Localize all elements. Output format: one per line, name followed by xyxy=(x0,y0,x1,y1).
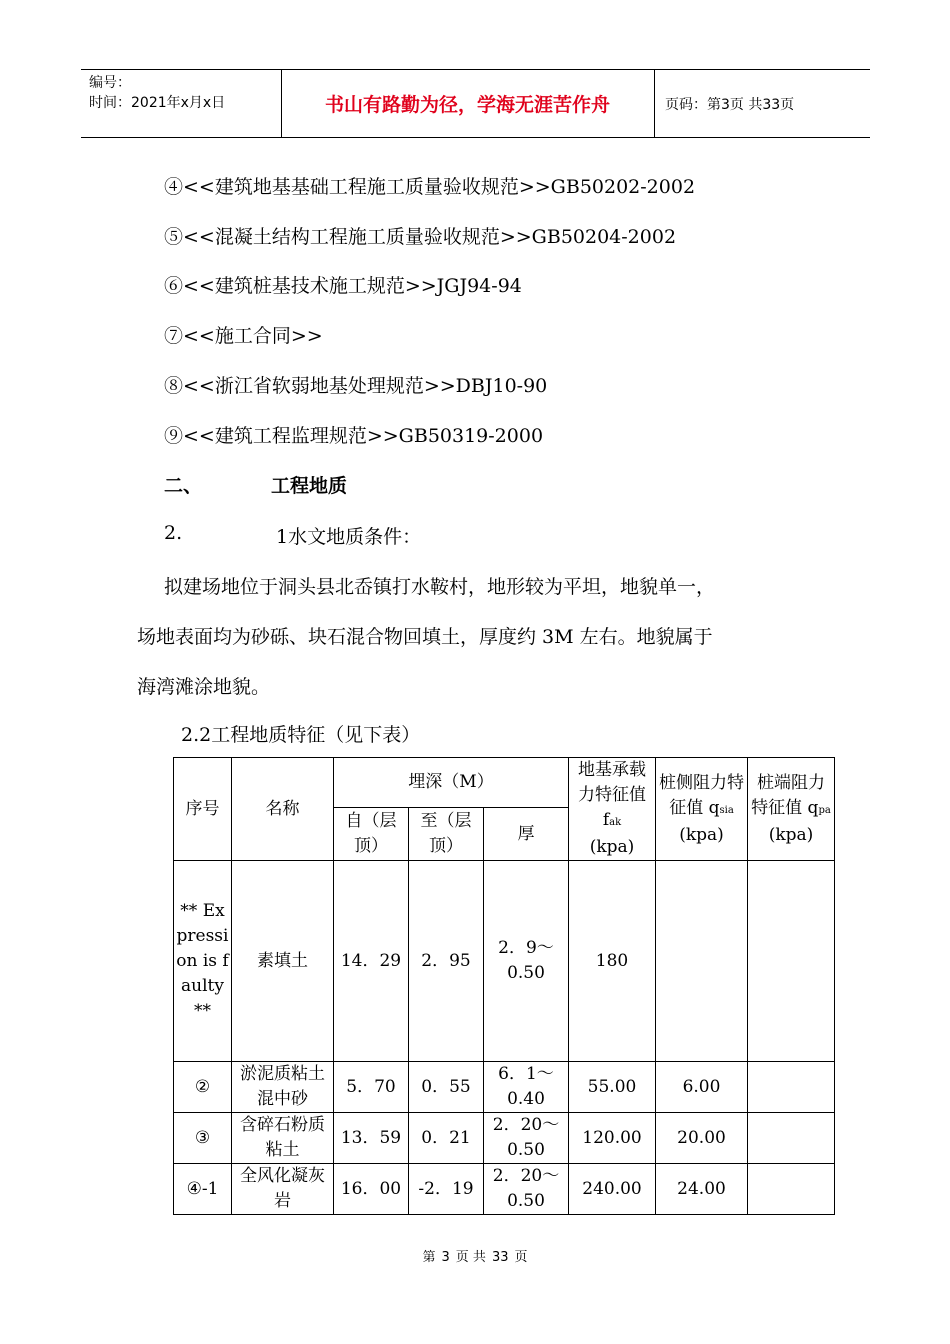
footer-mid: 页 共 xyxy=(455,1250,486,1265)
cell-to: 2．95 xyxy=(409,861,484,1062)
cell-thick: 2．9～0.50 xyxy=(484,861,569,1062)
cell-from: 16．00 xyxy=(334,1164,409,1215)
paragraph-line: 拟建场地位于洞头县北岙镇打水鞍村，地形较为平坦，地貌单一， xyxy=(164,576,716,598)
cell-qsia xyxy=(656,861,748,1062)
cell-from: 13．59 xyxy=(334,1113,409,1164)
header-fak-sub: ak xyxy=(609,817,622,828)
header-fak xyxy=(569,758,656,861)
cell-fak: 55.00 xyxy=(569,1062,656,1113)
cell-seq: ② xyxy=(174,1062,232,1113)
cell-from: 14．29 xyxy=(334,861,409,1062)
header-depth: 埋深（M） xyxy=(334,758,569,808)
header-thick: 厚 xyxy=(484,808,569,861)
header-qpa-unit: (kpa) xyxy=(768,824,814,845)
reference-item: ⑥<<建筑桩基技术施工规范>>JGJ94-94 xyxy=(164,275,522,297)
reference-item: ⑧<<浙江省软弱地基处理规范>>DBJ10-90 xyxy=(164,375,548,397)
cell-name: 素填土 xyxy=(232,861,334,1062)
header-fak-main: 地基承载力特征值 f xyxy=(578,760,646,830)
cell-seq: ④-1 xyxy=(174,1164,232,1215)
cell-to: 0．21 xyxy=(409,1113,484,1164)
cell-seq: ** Expression is faulty ** xyxy=(174,861,232,1062)
header-motto: 书山有路勤为径，学海无涯苦作舟 xyxy=(281,70,655,137)
cell-seq: ③ xyxy=(174,1113,232,1164)
header-from: 自（层顶） xyxy=(334,808,409,861)
header-seq: 序号 xyxy=(174,758,232,861)
cell-qsia: 20.00 xyxy=(656,1113,748,1164)
header-name: 名称 xyxy=(232,758,334,861)
header-meta-cell xyxy=(81,70,282,137)
cell-fak: 240.00 xyxy=(569,1164,656,1215)
subsection-number: 2. xyxy=(164,522,183,544)
cell-from: 5．70 xyxy=(334,1062,409,1113)
cell-name: 全风化凝灰岩 xyxy=(232,1164,334,1215)
header-qsia xyxy=(656,758,748,861)
table-caption: 2.2工程地质特征（见下表） xyxy=(181,724,421,746)
paragraph-line: 海湾滩涂地貌。 xyxy=(137,676,271,698)
cell-to: 0．55 xyxy=(409,1062,484,1113)
reference-item: ⑤<<混凝土结构工程施工质量验收规范>>GB50204-2002 xyxy=(164,226,677,248)
table-header-row xyxy=(174,758,835,808)
footer-suffix: 页 xyxy=(514,1250,528,1265)
header-qsia-main: 桩侧阻力特征值 q xyxy=(659,772,744,818)
table-row xyxy=(174,1113,835,1164)
cell-qpa xyxy=(748,1062,835,1113)
table-row xyxy=(174,1164,835,1215)
geology-table xyxy=(173,757,835,1215)
cell-fak: 120.00 xyxy=(569,1113,656,1164)
cell-name: 淤泥质粘土混中砂 xyxy=(232,1062,334,1113)
subsection-title: 1水文地质条件： xyxy=(276,526,422,548)
cell-name: 含碎石粉质粘土 xyxy=(232,1113,334,1164)
header-qsia-unit: (kpa) xyxy=(679,824,724,845)
cell-qpa xyxy=(748,861,835,1062)
reference-item: ⑦<<施工合同>> xyxy=(164,325,323,347)
document-time-label: 时间：2021年x月x日 xyxy=(89,95,226,111)
header-qpa-sub: pa xyxy=(818,804,831,816)
header-qpa-main: 桩端阻力特征值 q xyxy=(751,772,825,818)
section-title: 工程地质 xyxy=(271,475,348,497)
cell-thick: 6．1～0.40 xyxy=(484,1062,569,1113)
footer-prefix: 第 xyxy=(422,1250,436,1265)
table-row xyxy=(174,1062,835,1113)
header-page-number: 页码：第3页 共33页 xyxy=(665,96,795,113)
header-fak-unit: (kpa) xyxy=(589,837,635,857)
header-qsia-sub: sia xyxy=(719,804,734,816)
document-number-label: 编号： xyxy=(89,75,131,91)
reference-item: ⑨<<建筑工程监理规范>>GB50319-2000 xyxy=(164,425,544,447)
footer-total: 33 xyxy=(491,1250,509,1265)
section-number: 二、 xyxy=(164,475,203,497)
reference-item: ④<<建筑地基基础工程施工质量验收规范>>GB50202-2002 xyxy=(164,176,696,198)
cell-qsia: 24.00 xyxy=(656,1164,748,1215)
table-row xyxy=(174,861,835,1062)
page-footer xyxy=(0,1246,950,1265)
cell-qsia: 6.00 xyxy=(656,1062,748,1113)
header-qpa xyxy=(748,758,835,861)
cell-thick: 2．20～0.50 xyxy=(484,1113,569,1164)
paragraph-line: 场地表面均为砂砾、块石混合物回填土，厚度约 3M 左右。地貌属于 xyxy=(137,626,713,648)
header-to: 至（层顶） xyxy=(409,808,484,861)
cell-qpa xyxy=(748,1164,835,1215)
cell-fak: 180 xyxy=(569,861,656,1062)
page-header xyxy=(81,69,870,138)
cell-thick: 2．20～0.50 xyxy=(484,1164,569,1215)
footer-page: 3 xyxy=(441,1250,450,1265)
cell-qpa xyxy=(748,1113,835,1164)
cell-to: -2．19 xyxy=(409,1164,484,1215)
